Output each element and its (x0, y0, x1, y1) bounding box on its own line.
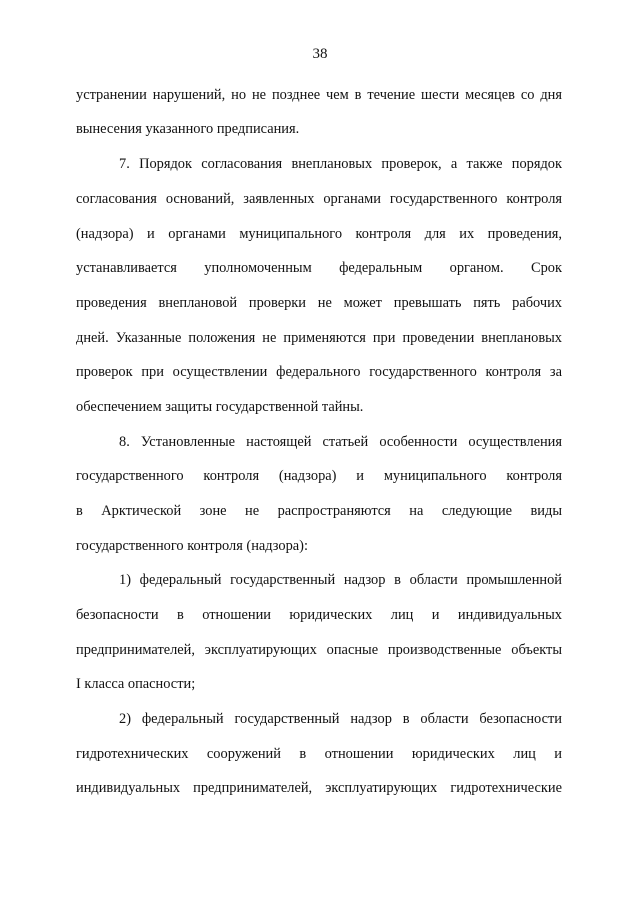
text-line: вынесения указанного предписания. (76, 121, 300, 137)
text-line: устранении нарушений, но не позднее чем в течение шести месяцев со дня (76, 87, 562, 103)
text-line: гидротехнических сооружений в отношении юридических лиц и (76, 746, 562, 762)
text-line: государственного контроля (надзора) и муниципального контроля (76, 468, 562, 484)
list-item-1-first-line: 1) федеральный государственный надзор в области промышленной (119, 572, 562, 588)
text-line: проведения внеплановой проверки не может превышать пять рабочих (76, 295, 562, 311)
text-line: (надзора) и органами муниципального контроля для их проведения, (76, 226, 562, 242)
text-line: согласования оснований, заявленных органами государственного контроля (76, 191, 562, 207)
text-line: дней. Указанные положения не применяются при проведении внеплановых (76, 330, 562, 346)
paragraph-8-first-line: 8. Установленные настоящей статьей особенности осуществления (119, 434, 562, 450)
text-line: предпринимателей, эксплуатирующих опасные производственные объекты (76, 642, 562, 658)
paragraph-7-first-line: 7. Порядок согласования внеплановых проверок, а также порядок (119, 156, 562, 172)
list-item-2-first-line: 2) федеральный государственный надзор в области безопасности (119, 711, 562, 727)
text-line: обеспечением защиты государственной тайны. (76, 399, 364, 415)
text-line: государственного контроля (надзора): (76, 538, 308, 554)
text-line: устанавливается уполномоченным федеральным органом. Срок (76, 260, 562, 276)
text-line: I класса опасности; (76, 676, 196, 692)
text-line: проверок при осуществлении федерального государственного контроля за (76, 364, 562, 380)
text-line: безопасности в отношении юридических лиц и индивидуальных (76, 607, 562, 623)
text-line: индивидуальных предпринимателей, эксплуатирующих гидротехнические (76, 780, 562, 796)
page-number: 38 (312, 46, 328, 62)
text-line: в Арктической зоне не распространяются на следующие виды (76, 503, 562, 519)
